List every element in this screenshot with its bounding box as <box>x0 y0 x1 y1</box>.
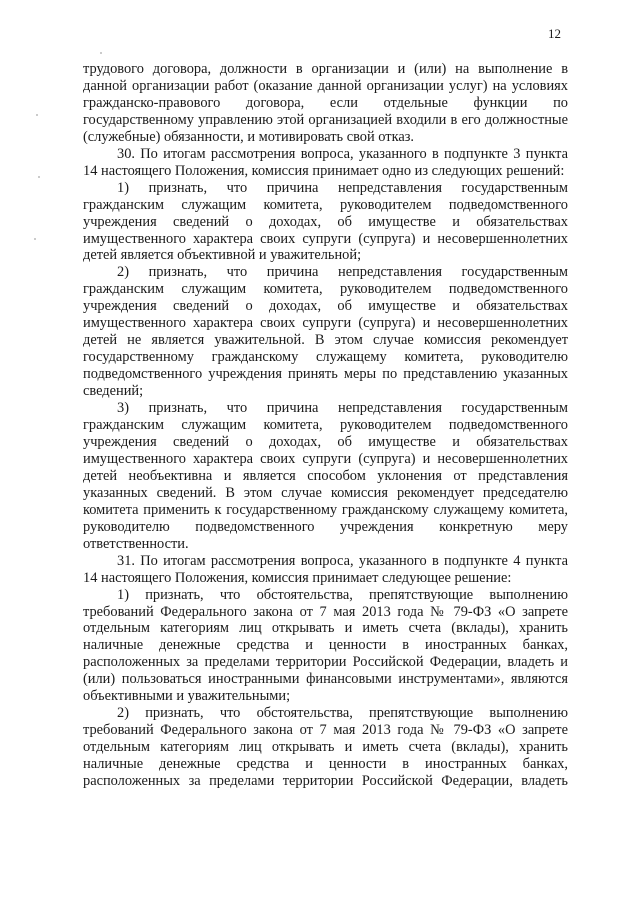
paragraph-31-item-2: 2) признать, что обстоятельства, препятствующие выполнению требований Федерального закона от 7 мая 2013 года № 79-ФЗ «О запрете отдельным категориям лиц открывать и иметь счета (вклады), хранить наличные денежные средства и ценности в иностранных банках, расположенных за пределами территории Российской Федерации, владеть <box>83 705 568 790</box>
paragraph-30: 30. По итогам рассмотрения вопроса, указанного в подпункте 3 пункта 14 настоящего Положения, комиссия принимает одно из следующих решений: <box>83 145 568 179</box>
document-body <box>83 61 568 790</box>
paragraph-30-item-1: 1) признать, что причина непредставления государственным гражданским служащим комитета, руководителем подведомственного учреждения сведений о доходах, об имуществе и обязательствах имущественного характера своих супруги (супруга) и несовершеннолетних детей является объективной и уважительной; <box>83 179 568 264</box>
scan-speck <box>100 52 102 54</box>
paragraph-30-item-2: 2) признать, что причина непредставления государственным гражданским служащим комитета, руководителем подведомственного учреждения сведений о доходах, об имуществе и обязательствах имущественного характера своих супруги (супруга) и несовершеннолетних детей не является уважительной. В этом случае комиссия рекомендует государственному гражданскому служащему комитета, руководителю подведомственного учреждения принять меры по представлению указанных сведений; <box>83 264 568 400</box>
scan-speck <box>36 114 38 116</box>
paragraph-30-item-3: 3) признать, что причина непредставления государственным гражданским служащим комитета, руководителем подведомственного учреждения сведений о доходах, об имуществе и обязательствах имущественного характера своих супруги (супруга) и несовершеннолетних детей необъективна и является способом уклонения от представления указанных сведений. В этом случае комиссия рекомендует председателю комитета применить к государственному гражданскому служащему комитета, руководителю подведомственного учреждения конкретную меру ответственности. <box>83 400 568 552</box>
paragraph-31: 31. По итогам рассмотрения вопроса, указанного в подпункте 4 пункта 14 настоящего Положения, комиссия принимает следующее решение: <box>83 552 568 586</box>
scan-speck <box>34 238 36 240</box>
paragraph-continuation: трудового договора, должности в организации и (или) на выполнение в данной организации работ (оказание данной организации услуг) на условиях гражданско-правового договора, если отдельные функции по государственному управлению этой организацией входили в его должностные (служебные) обязанности, и мотивировать свой отказ. <box>83 61 568 145</box>
scan-speck <box>38 176 40 178</box>
paragraph-31-item-1: 1) признать, что обстоятельства, препятствующие выполнению требований Федерального закона от 7 мая 2013 года № 79-ФЗ «О запрете отдельным категориям лиц открывать и иметь счета (вклады), хранить наличные денежные средства и ценности в иностранных банках, расположенных за пределами территории Российской Федерации, владеть и (или) пользоваться иностранными финансовыми инструментами», являются объективными и уважительными; <box>83 586 568 705</box>
page-number: 12 <box>548 26 561 41</box>
